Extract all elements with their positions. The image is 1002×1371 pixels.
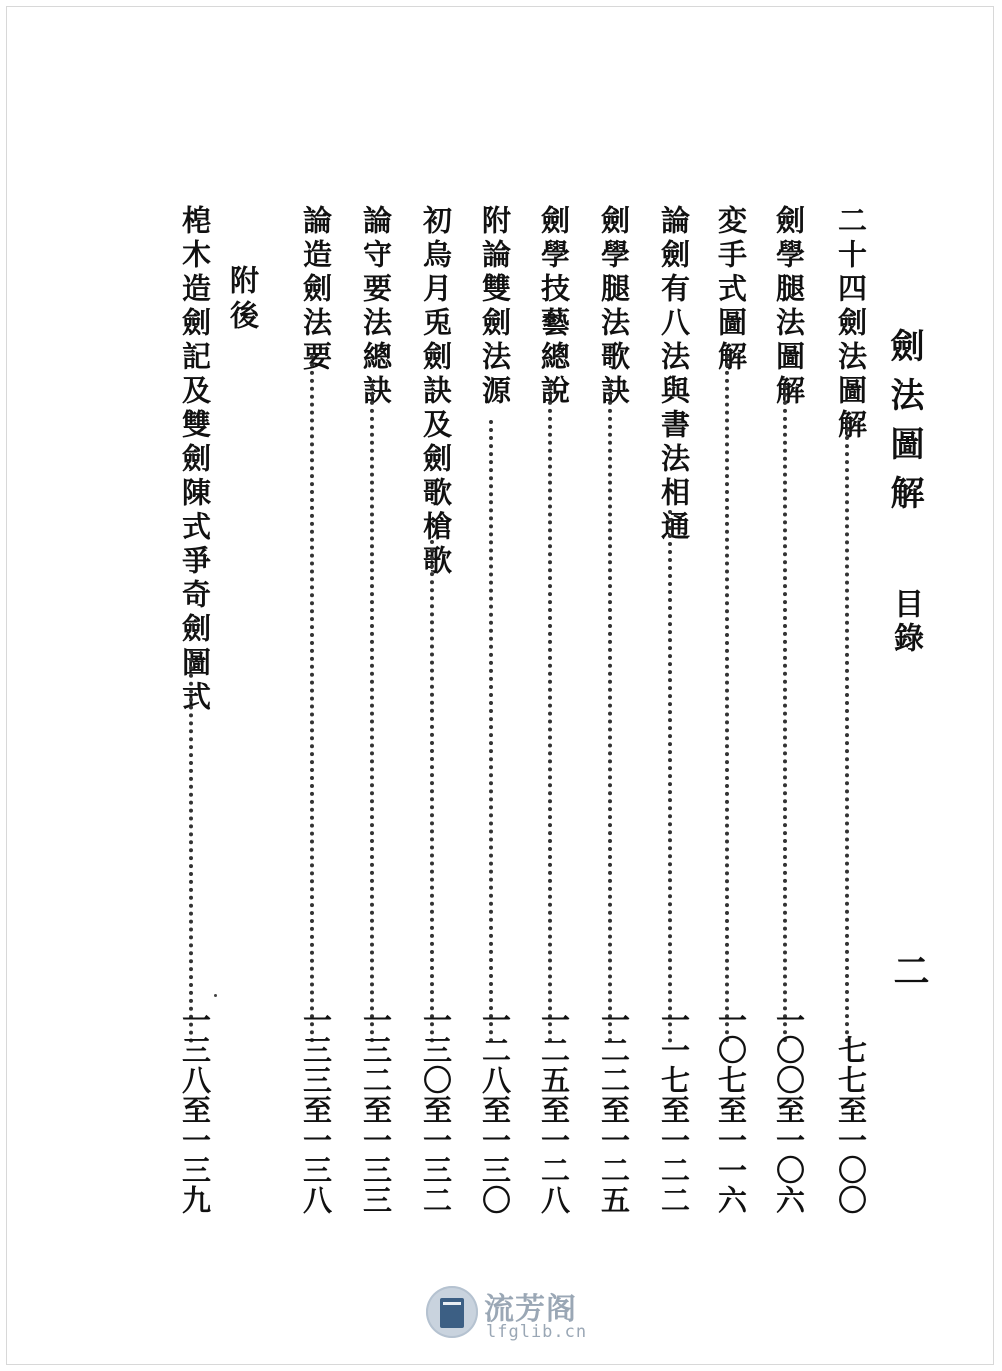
ink-speck [214, 994, 217, 997]
toc-entry-pages: 一〇〇至一〇六 [772, 1005, 806, 1215]
toc-entry [829, 205, 868, 1215]
toc-entry [294, 205, 333, 1215]
toc-entry-pages: 一二五至一二八 [537, 1005, 571, 1215]
leader-dots [725, 355, 729, 1043]
toc-entry [767, 205, 806, 1215]
toc-entry-title: 変手式圖解 [714, 205, 748, 375]
watermark-site-url: lfglib.cn [486, 1322, 588, 1342]
toc-entry-title: 初烏月兎劍訣及劍歌槍歌 [419, 205, 453, 579]
leader-dots [548, 385, 552, 1043]
toc-entry-pages: 一一七至一二二 [657, 1005, 691, 1215]
toc-entry [173, 205, 212, 1215]
toc-entry-pages: 一三八至一三九 [178, 1005, 212, 1215]
toc-entry [592, 205, 631, 1215]
toc-entry-title: 論劍有八法與書法相通 [657, 205, 691, 545]
toc-entry-pages: 七七至一〇〇 [834, 1035, 868, 1215]
book-icon [426, 1286, 478, 1338]
toc-entry-pages: 一二二至一二五 [597, 1005, 631, 1215]
toc-entry-title: 附論雙劍法源 [478, 205, 512, 409]
toc-entry-pages: 一三〇至一三二 [419, 1005, 453, 1215]
leader-dots [668, 510, 672, 1043]
leader-dots [845, 420, 849, 1043]
leader-dots [189, 650, 193, 1043]
toc-entry [354, 205, 393, 1215]
leader-dots [608, 385, 612, 1043]
leader-dots [370, 385, 374, 1043]
leader-dots [783, 385, 787, 1043]
toc-entry [414, 205, 453, 1215]
leader-dots [430, 540, 434, 1043]
toc-entry-title: 梍木造劍記及雙劍陳式爭奇劍圖式 [178, 205, 212, 715]
watermark-site-name: 流芳阁 [484, 1292, 577, 1327]
toc-entry-title: 劍學腿法圖解 [772, 205, 806, 409]
toc-entry-title: 劍學技藝總說 [537, 205, 571, 409]
leader-dots [489, 420, 493, 1043]
toc-entry [473, 205, 512, 1215]
toc-entry [652, 205, 691, 1215]
toc-entry-title: 論守要法總訣 [359, 205, 393, 409]
toc-entry-pages: 一二八至一三〇 [478, 1005, 512, 1215]
toc-entry-pages: 一三三至一三八 [299, 1005, 333, 1215]
appendix-heading: 附後 [226, 265, 260, 335]
toc-entry [709, 205, 748, 1215]
book-title: 劍法圖解 [884, 328, 924, 524]
watermark-logo [426, 1284, 586, 1344]
page-number: 二 [888, 952, 930, 988]
toc-entry-title: 論造劍法要 [299, 205, 333, 375]
toc-entry-title: 二十四劍法圖解 [834, 205, 868, 443]
toc-entry-pages: 一三二至一三三 [359, 1005, 393, 1215]
toc-entry [532, 205, 571, 1215]
toc-entry-pages: 一〇七至一一六 [714, 1005, 748, 1215]
section-label: 目錄 [888, 588, 923, 656]
toc-entry-title: 劍學腿法歌訣 [597, 205, 631, 409]
leader-dots [310, 355, 314, 1043]
